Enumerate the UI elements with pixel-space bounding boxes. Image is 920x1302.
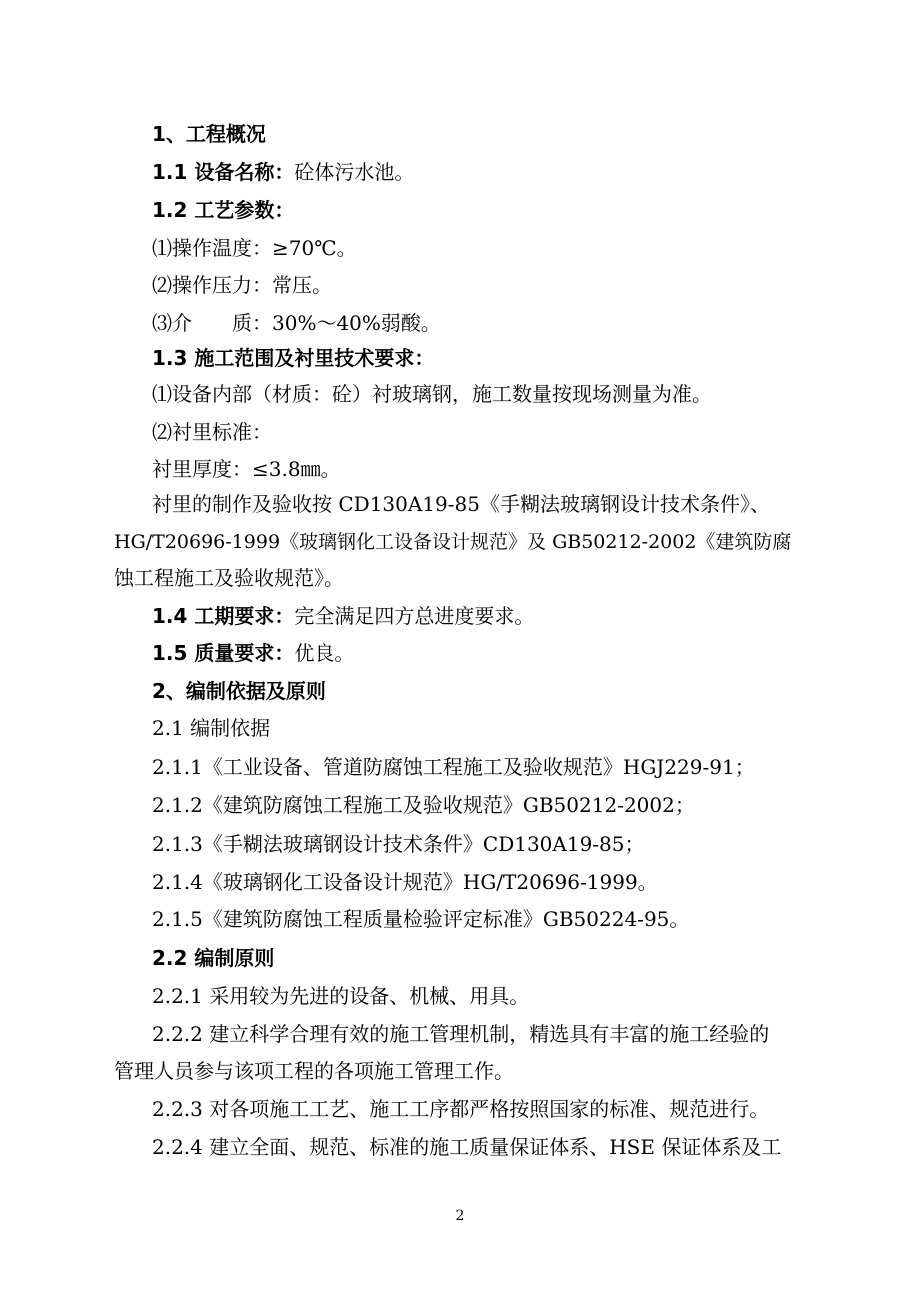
- basis-item-4: 2.1.4《玻璃钢化工设备设计规范》HG/T20696-1999。: [152, 870, 658, 894]
- operating-temp-line: ⑴操作温度：≥70℃。: [152, 236, 357, 260]
- basis-subheading: 2.1 编制依据: [152, 716, 271, 740]
- page-number: 2: [455, 1208, 465, 1224]
- process-params-heading: 1.2 工艺参数：: [152, 198, 295, 222]
- principle-item-3: 2.2.3 对各项施工工艺、施工工序都严格按照国家的标准、规范进行。: [152, 1097, 770, 1121]
- equipment-name-line: 1.1 设备名称：砼体污水池。: [152, 160, 415, 184]
- section-heading-1: 1、工程概况: [152, 122, 266, 146]
- scope-heading: 1.3 施工范围及衬里技术要求：: [152, 346, 435, 370]
- quality-line: 1.5 质量要求：优良。: [152, 641, 355, 665]
- principle-item-1: 2.2.1 采用较为先进的设备、机械、用具。: [152, 984, 530, 1008]
- principle-item-2-line-2: 管理人员参与该项工程的各项施工管理工作。: [114, 1059, 514, 1083]
- principles-subheading: 2.2 编制原则: [152, 946, 275, 970]
- lining-standards-para-line-1: 衬里的制作及验收按 CD130A19-85《手糊法玻璃钢设计技术条件》、: [152, 492, 770, 516]
- basis-item-2: 2.1.2《建筑防腐蚀工程施工及验收规范》GB50212-2002；: [152, 793, 695, 817]
- equipment-interior-line: ⑴设备内部（材质：砼）衬玻璃钢，施工数量按现场测量为准。: [152, 382, 712, 406]
- schedule-line: 1.4 工期要求：完全满足四方总进度要求。: [152, 604, 535, 628]
- basis-item-1: 2.1.1《工业设备、管道防腐蚀工程施工及验收规范》HGJ229-91；: [152, 755, 755, 779]
- basis-item-5: 2.1.5《建筑防腐蚀工程质量检验评定标准》GB50224-95。: [152, 907, 690, 931]
- lining-thickness-line: 衬里厚度：≤3.8㎜。: [152, 457, 341, 481]
- principle-item-2-line-1: 2.2.2 建立科学合理有效的施工管理机制，精选具有丰富的施工经验的: [152, 1022, 770, 1046]
- medium-line: ⑶介 质：30%～40%弱酸。: [152, 311, 441, 335]
- lining-standard-line: ⑵衬里标准：: [152, 420, 272, 444]
- operating-pressure-line: ⑵操作压力：常压。: [152, 273, 332, 297]
- section-heading-2: 2、编制依据及原则: [152, 679, 326, 703]
- basis-item-3: 2.1.3《手糊法玻璃钢设计技术条件》CD130A19-85；: [152, 832, 645, 856]
- lining-standards-para-line-2: HG/T20696-1999《玻璃钢化工设备设计规范》及 GB50212-2002《建筑防腐: [114, 531, 792, 553]
- lining-standards-para-line-3: 蚀工程施工及验收规范》。: [114, 566, 344, 590]
- principle-item-4-line-1: 2.2.4 建立全面、规范、标准的施工质量保证体系、HSE 保证体系及工: [152, 1135, 782, 1159]
